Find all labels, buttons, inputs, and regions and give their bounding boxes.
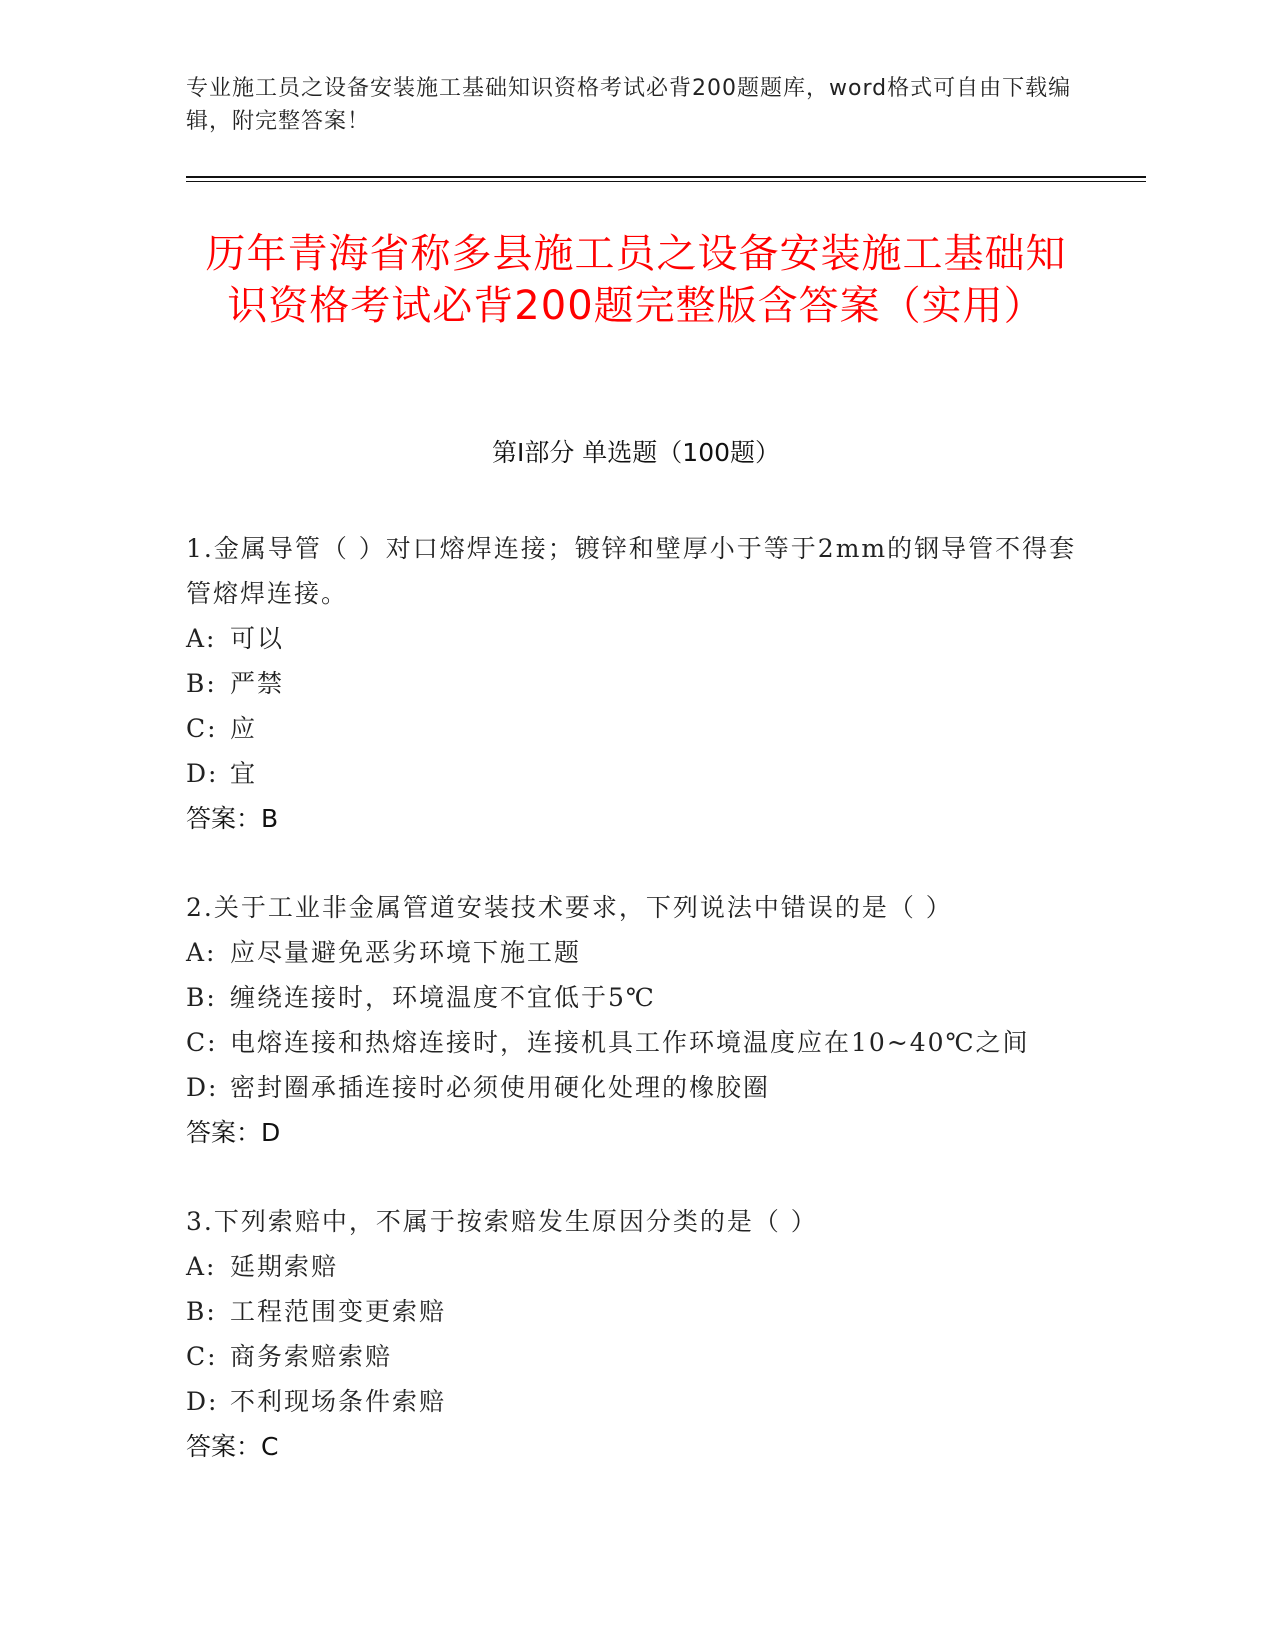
question-list: [186, 526, 1086, 1513]
header-note: 专业施工员之设备安装施工基础知识资格考试必背200题题库，word格式可自由下载编辑，附完整答案！: [186, 76, 1072, 134]
option-letter: D:: [186, 1387, 219, 1416]
option-text: 电熔连接和热熔连接时，连接机具工作环境温度应在10~40℃之间: [230, 1028, 1030, 1057]
question-2: [186, 885, 1086, 1155]
option-text: 应: [230, 714, 258, 743]
option-d: [186, 1379, 1086, 1424]
option-text: 可以: [230, 624, 285, 653]
option-a: [186, 616, 1086, 661]
option-text: 延期索赔: [230, 1252, 339, 1281]
option-b: [186, 661, 1086, 706]
answer: 答案：D: [186, 1118, 281, 1147]
option-a: [186, 930, 1086, 975]
option-text: 严禁: [230, 669, 285, 698]
option-letter: D:: [186, 1073, 219, 1102]
question-stem: 2.关于工业非金属管道安装技术要求，下列说法中错误的是（ ）: [186, 893, 953, 922]
document-title: 历年青海省称多县施工员之设备安装施工基础知识资格考试必背200题完整版含答案（实用）: [205, 231, 1067, 329]
option-text: 不利现场条件索赔: [230, 1387, 447, 1416]
option-text: 应尽量避免恶劣环境下施工题: [230, 938, 582, 967]
question-1: [186, 526, 1086, 841]
option-b: [186, 1289, 1086, 1334]
option-text: 密封圈承插连接时必须使用硬化处理的橡胶圈: [230, 1073, 771, 1102]
header-rule-thick: [186, 176, 1146, 178]
option-text: 商务索赔索赔: [230, 1342, 393, 1371]
option-letter: B:: [186, 1297, 217, 1326]
option-b: [186, 975, 1086, 1020]
option-c: [186, 1334, 1086, 1379]
header-rule-thin: [186, 181, 1146, 182]
section-heading: 第Ⅰ部分 单选题（100题）: [491, 438, 781, 467]
option-c: [186, 1020, 1086, 1065]
question-stem: 1.金属导管（ ）对口熔焊连接；镀锌和壁厚小于等于2mm的钢导管不得套管熔焊连接。: [186, 534, 1077, 608]
option-letter: C:: [186, 714, 218, 743]
option-letter: A:: [186, 1252, 217, 1281]
option-letter: B:: [186, 983, 217, 1012]
option-letter: B:: [186, 669, 217, 698]
option-c: [186, 706, 1086, 751]
option-letter: A:: [186, 624, 217, 653]
answer: 答案：C: [186, 1432, 279, 1461]
option-a: [186, 1244, 1086, 1289]
option-d: [186, 751, 1086, 796]
option-letter: C:: [186, 1028, 218, 1057]
option-text: 宜: [230, 759, 258, 788]
option-text: 缠绕连接时，环境温度不宜低于5℃: [230, 983, 656, 1012]
question-3: [186, 1199, 1086, 1469]
question-stem: 3.下列索赔中，不属于按索赔发生原因分类的是（ ）: [186, 1207, 818, 1236]
option-text: 工程范围变更索赔: [230, 1297, 447, 1326]
option-letter: C:: [186, 1342, 218, 1371]
option-d: [186, 1065, 1086, 1110]
option-letter: A:: [186, 938, 217, 967]
answer: 答案：B: [186, 804, 279, 833]
option-letter: D:: [186, 759, 219, 788]
